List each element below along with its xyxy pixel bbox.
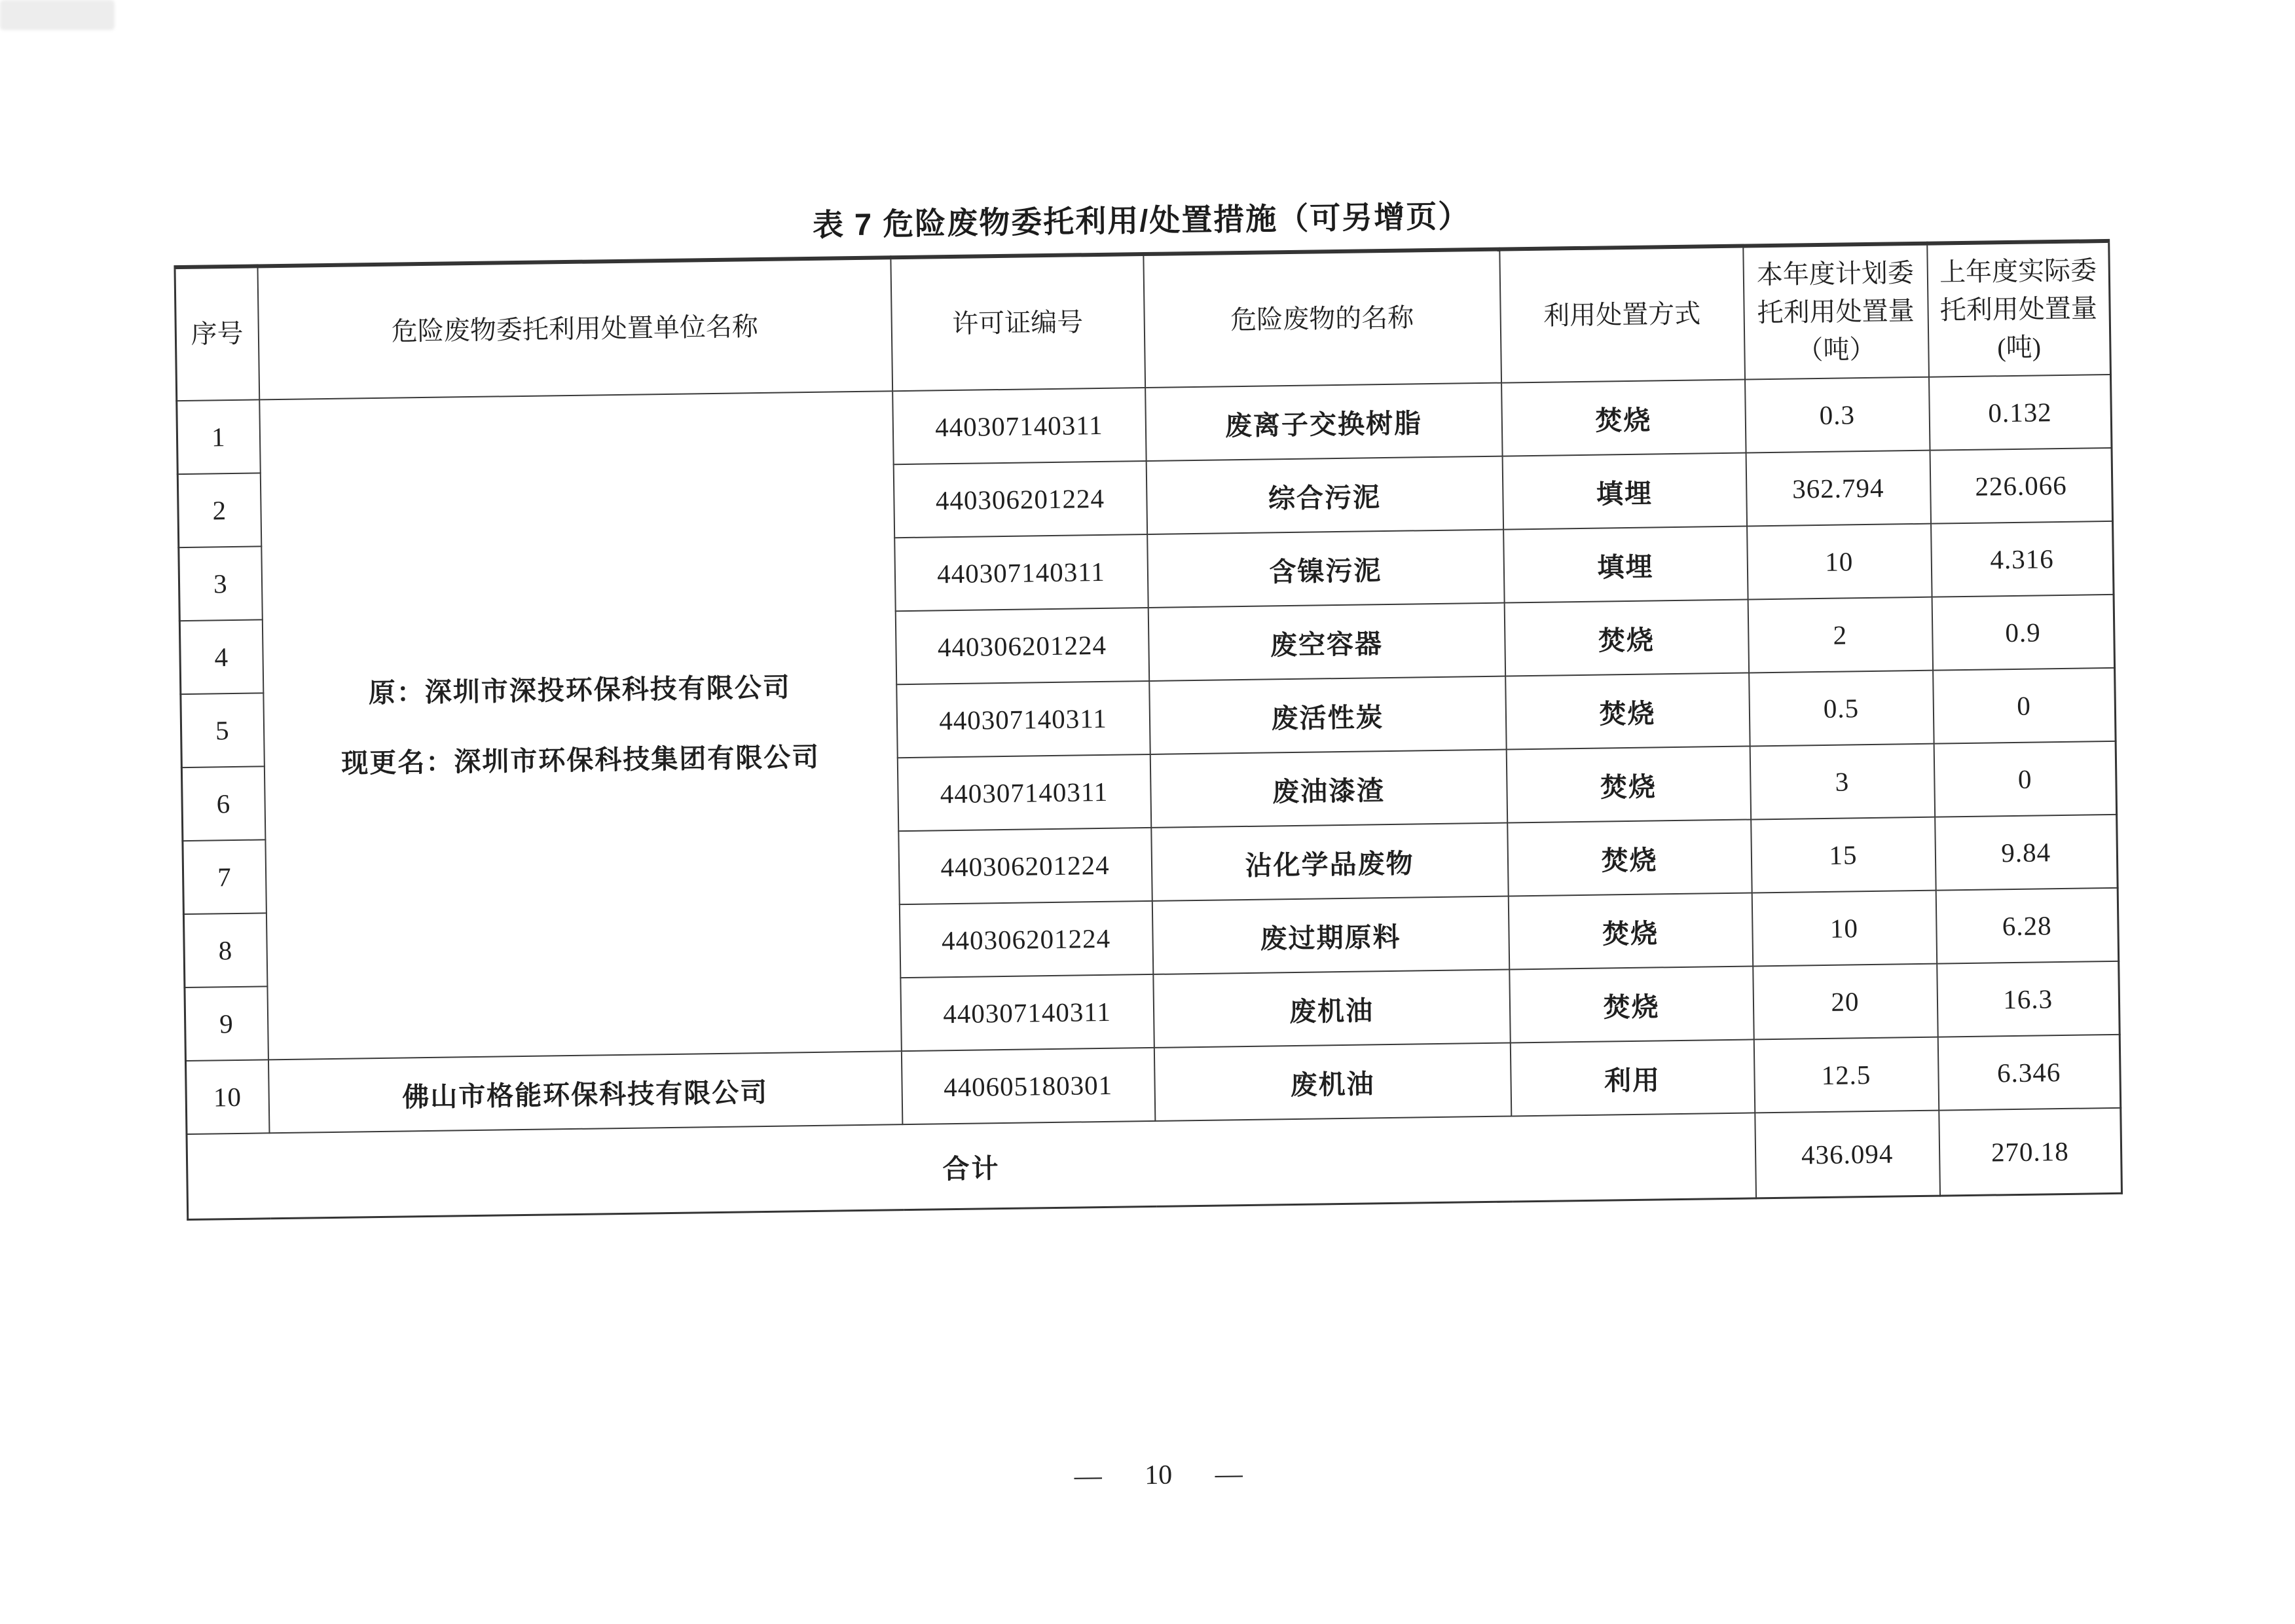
- license-cell: 440605180301: [901, 1048, 1154, 1124]
- actual-cell: 226.066: [1930, 448, 2112, 524]
- page-number: — 10 —: [1074, 1459, 1243, 1492]
- license-cell: 440307140311: [894, 534, 1148, 611]
- license-cell: 440307140311: [897, 754, 1150, 831]
- license-cell: 440307140311: [896, 681, 1150, 758]
- total-actual-cell: 270.18: [1939, 1108, 2122, 1196]
- seq-cell: 1: [177, 399, 261, 474]
- plan-cell: 0.3: [1745, 377, 1930, 453]
- column-header-method: 利用处置方式: [1499, 246, 1745, 383]
- license-cell: 440306201224: [895, 608, 1148, 684]
- total-plan-cell: 436.094: [1755, 1111, 1940, 1198]
- method-cell: 填埋: [1502, 453, 1746, 530]
- waste-cell: 综合污泥: [1146, 456, 1503, 534]
- method-cell: 利用: [1510, 1039, 1754, 1116]
- plan-cell: 10: [1747, 524, 1932, 600]
- column-header-company: 危险废物委托利用处置单位名称: [257, 257, 892, 399]
- waste-cell: 废过期原料: [1152, 896, 1509, 974]
- waste-cell: 含镍污泥: [1147, 530, 1504, 608]
- seq-cell: 8: [183, 913, 267, 987]
- column-header-license: 许可证编号: [890, 254, 1145, 391]
- seq-cell: 6: [181, 766, 265, 841]
- seq-cell: 4: [179, 619, 263, 694]
- waste-cell: 废机油: [1153, 970, 1510, 1048]
- method-cell: 焚烧: [1501, 380, 1746, 456]
- merged-company-cell: [259, 391, 902, 1060]
- actual-cell: 0.9: [1932, 595, 2114, 671]
- waste-cell: 沾化学品废物: [1151, 823, 1508, 901]
- actual-cell: 6.28: [1936, 888, 2118, 964]
- method-cell: 焚烧: [1509, 966, 1753, 1043]
- method-cell: 焚烧: [1506, 746, 1750, 822]
- seq-cell: 3: [179, 546, 263, 621]
- method-cell: 焚烧: [1504, 600, 1748, 676]
- total-label: 合计: [187, 1113, 1756, 1219]
- company-cell: 佛山市格能环保科技有限公司: [268, 1051, 902, 1133]
- column-header-waste: 危险废物的名称: [1143, 249, 1501, 388]
- plan-cell: 0.5: [1749, 671, 1934, 747]
- license-cell: 440306201224: [899, 901, 1152, 978]
- seq-cell: 7: [183, 840, 266, 914]
- license-cell: 440306201224: [893, 461, 1147, 538]
- waste-cell: 废油漆渣: [1150, 750, 1507, 828]
- plan-cell: 2: [1748, 597, 1932, 673]
- seq-cell: 5: [181, 693, 265, 767]
- license-cell: 440307140311: [892, 388, 1146, 464]
- plan-cell: 15: [1751, 817, 1936, 893]
- waste-cell: 废机油: [1154, 1043, 1511, 1121]
- license-cell: 440306201224: [898, 828, 1152, 904]
- seq-cell: 9: [185, 986, 268, 1061]
- actual-cell: 0: [1933, 668, 2116, 744]
- seq-cell: 10: [185, 1060, 269, 1134]
- seq-cell: 2: [177, 473, 261, 547]
- waste-cell: 废活性炭: [1149, 676, 1506, 754]
- table-body: [177, 375, 2122, 1220]
- license-cell: 440307140311: [900, 974, 1154, 1051]
- actual-cell: 0.132: [1928, 375, 2111, 451]
- plan-cell: 362.794: [1746, 451, 1930, 526]
- company-original-name: 原：深圳市深投环保科技有限公司: [368, 672, 792, 709]
- method-cell: 填埋: [1503, 526, 1748, 603]
- column-header-actual: 上年度实际委托利用处置量(吨): [1927, 241, 2111, 377]
- plan-cell: 10: [1752, 891, 1936, 967]
- header-row: [175, 241, 2111, 401]
- table-header: [175, 241, 2111, 401]
- actual-cell: 9.84: [1935, 815, 2118, 891]
- hazardous-waste-disposal-table: [174, 239, 2123, 1221]
- plan-cell: 12.5: [1753, 1037, 1938, 1113]
- company-renamed-name: 现更名：深圳市环保科技集团有限公司: [340, 741, 820, 779]
- method-cell: 焚烧: [1505, 673, 1750, 750]
- waste-cell: 废空容器: [1148, 603, 1505, 681]
- actual-cell: 6.346: [1937, 1035, 2120, 1111]
- plan-cell: 20: [1753, 964, 1937, 1040]
- page-title: 表 7 危险废物委托利用/处置措施（可另增页）: [812, 198, 1471, 242]
- method-cell: 焚烧: [1508, 893, 1752, 969]
- actual-cell: 16.3: [1937, 961, 2120, 1037]
- waste-cell: 废离子交换树脂: [1145, 383, 1502, 461]
- plan-cell: 3: [1750, 744, 1934, 820]
- actual-cell: 4.316: [1931, 521, 2114, 597]
- column-header-seq: 序号: [175, 266, 259, 401]
- column-header-plan: 本年度计划委托利用处置量（吨）: [1743, 244, 1929, 380]
- actual-cell: 0: [1934, 741, 2116, 817]
- method-cell: 焚烧: [1507, 819, 1752, 896]
